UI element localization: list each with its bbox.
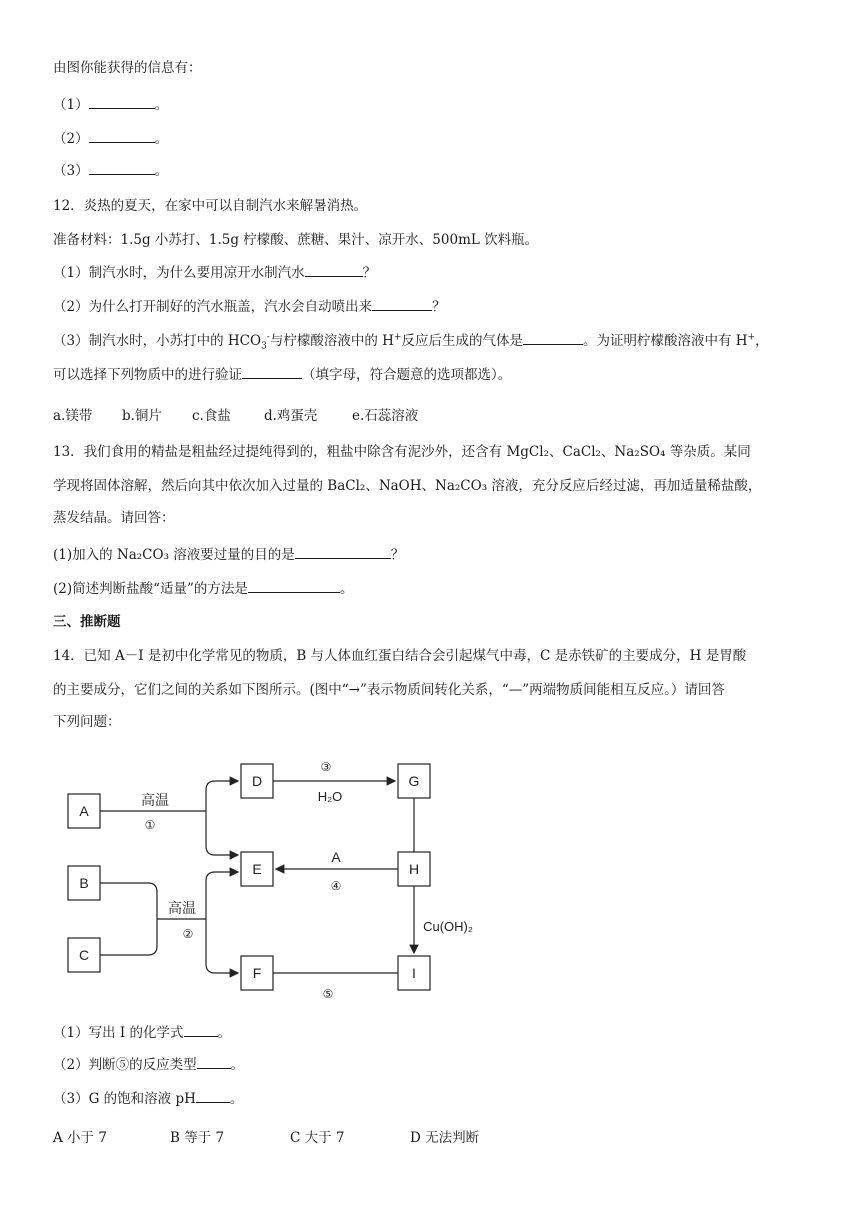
node-a: A: [79, 803, 89, 819]
answer-blank[interactable]: [89, 160, 155, 175]
node-box-f: [241, 956, 273, 990]
label-copper-hydroxide: Cu(OH)₂: [423, 919, 473, 934]
answer-blank[interactable]: [196, 1088, 230, 1103]
q13-line3: 蒸发结晶。请回答：: [53, 510, 175, 526]
label-step-5: ⑤: [322, 987, 334, 1001]
answer-blank[interactable]: [242, 364, 302, 379]
q13-sub2: (2)简述判断盐酸“适量”的方法是 。: [53, 578, 353, 599]
node-d: D: [251, 773, 263, 789]
q11-item-3: （3） 。: [53, 160, 168, 181]
option-d: d.鸡蛋壳: [264, 408, 318, 424]
choice-a: A 小于 7: [53, 1130, 107, 1146]
label-step-3: ③: [320, 760, 332, 774]
arrow-to-e-2: [206, 872, 238, 919]
answer-blank[interactable]: [184, 1022, 218, 1037]
node-e: E: [252, 861, 262, 877]
q12-part3: （3）制汽水时，小苏打中的 $HCO_3^-$与柠檬酸溶液中的 H+反应后生成的气体是 。为证明柠檬酸溶液中有 H+，: [53, 330, 769, 351]
label-high-temp-2: 高温: [168, 900, 196, 916]
edge-b-c: [100, 883, 157, 955]
q14-line1: 14．已知 A－I 是初中化学常见的物质，B 与人体血红蛋白结合会引起煤气中毒，C 是赤铁矿的主要成分，H 是胃酸: [53, 648, 747, 664]
arrow-to-e-1: [206, 811, 238, 855]
answer-blank[interactable]: [89, 94, 155, 109]
node-g: G: [408, 773, 420, 789]
arrow-to-f: [206, 919, 238, 973]
node-box-i: [398, 956, 430, 990]
q12-part2: （2）为什么打开制好的汽水瓶盖，汽水会自动喷出来 ？: [53, 296, 446, 317]
label-step-2: ②: [182, 927, 194, 941]
q11-item-2: （2） 。: [53, 128, 168, 149]
q12-part3-cont: 可以选择下列物质中的进行验证 （填字母，符合题意的选项都选）。: [53, 364, 511, 385]
node-box-e: [241, 852, 273, 886]
q14-sub1: （1）写出 I 的化学式 。: [53, 1022, 231, 1043]
q14-sub2: （2）判断⑤的反应类型 。: [53, 1054, 244, 1075]
node-f: F: [252, 965, 262, 981]
label-reagent-a: A: [331, 849, 341, 865]
choice-b: B 等于 7: [170, 1130, 225, 1146]
q13-line2: 学现将固体溶解，然后向其中依次加入过量的 BaCl₂、NaOH、Na₂CO₃ 溶液，充分反应后经过滤，再加适量稀盐酸，: [53, 478, 762, 494]
node-box-g: [398, 764, 430, 798]
option-b: b.铜片: [122, 408, 162, 424]
answer-blank[interactable]: [523, 330, 583, 345]
q14-line2: 的主要成分，它们之间的关系如下图所示。(图中“→”表示物质间转化关系，“—”两端物质间能相互反应。）请回答: [53, 682, 725, 698]
intro-text: 由图你能获得的信息有：: [53, 60, 202, 76]
q12-part1: （1）制汽水时，为什么要用凉开水制汽水 ？: [53, 262, 376, 283]
q11-item-1: （1） 。: [53, 94, 168, 115]
node-i: I: [412, 965, 416, 981]
label-high-temp-1: 高温: [141, 792, 169, 808]
q12-materials: 准备材料：1.5g 小苏打、1.5g 柠檬酸、蔗糖、果汁、凉开水、500mL 饮料瓶。: [53, 232, 539, 248]
q14-sub3: （3）G 的饱和溶液 pH 。: [53, 1088, 243, 1109]
q14-line3: 下列问题：: [53, 714, 121, 730]
choice-d: D 无法判断: [410, 1130, 480, 1146]
answer-blank[interactable]: [197, 1054, 231, 1069]
node-b: B: [79, 875, 89, 891]
option-c: c.食盐: [192, 408, 231, 424]
node-c: C: [78, 947, 90, 963]
arrow-to-d: [206, 781, 238, 811]
node-box-c: [68, 938, 100, 972]
label-step-4: ④: [330, 879, 342, 893]
answer-blank[interactable]: [89, 128, 155, 143]
option-e: e.石蕊溶液: [352, 408, 419, 424]
q13-line1: 13．我们食用的精盐是粗盐经过提纯得到的，粗盐中除含有泥沙外，还含有 MgCl₂、CaCl₂、Na₂SO₄ 等杂质。某同: [53, 444, 751, 460]
node-box-a: [68, 794, 100, 828]
answer-blank[interactable]: [295, 544, 391, 559]
answer-blank[interactable]: [305, 262, 363, 277]
q13-sub1: (1)加入的 Na₂CO₃ 溶液要过量的目的是 ？: [53, 544, 404, 565]
node-h: H: [408, 861, 420, 877]
node-box-d: [241, 764, 273, 798]
node-box-h: [398, 852, 430, 886]
label-step-1: ①: [144, 818, 156, 832]
section-heading: 三、推断题: [53, 614, 121, 630]
choice-c: C 大于 7: [290, 1130, 345, 1146]
answer-blank[interactable]: [372, 296, 432, 311]
q12-title: 12．炎热的夏天，在家中可以自制汽水来解暑消热。: [53, 198, 368, 214]
label-water: H₂O: [317, 789, 343, 804]
answer-blank[interactable]: [248, 578, 340, 593]
option-a: a.镁带: [53, 408, 93, 424]
node-box-b: [68, 866, 100, 900]
